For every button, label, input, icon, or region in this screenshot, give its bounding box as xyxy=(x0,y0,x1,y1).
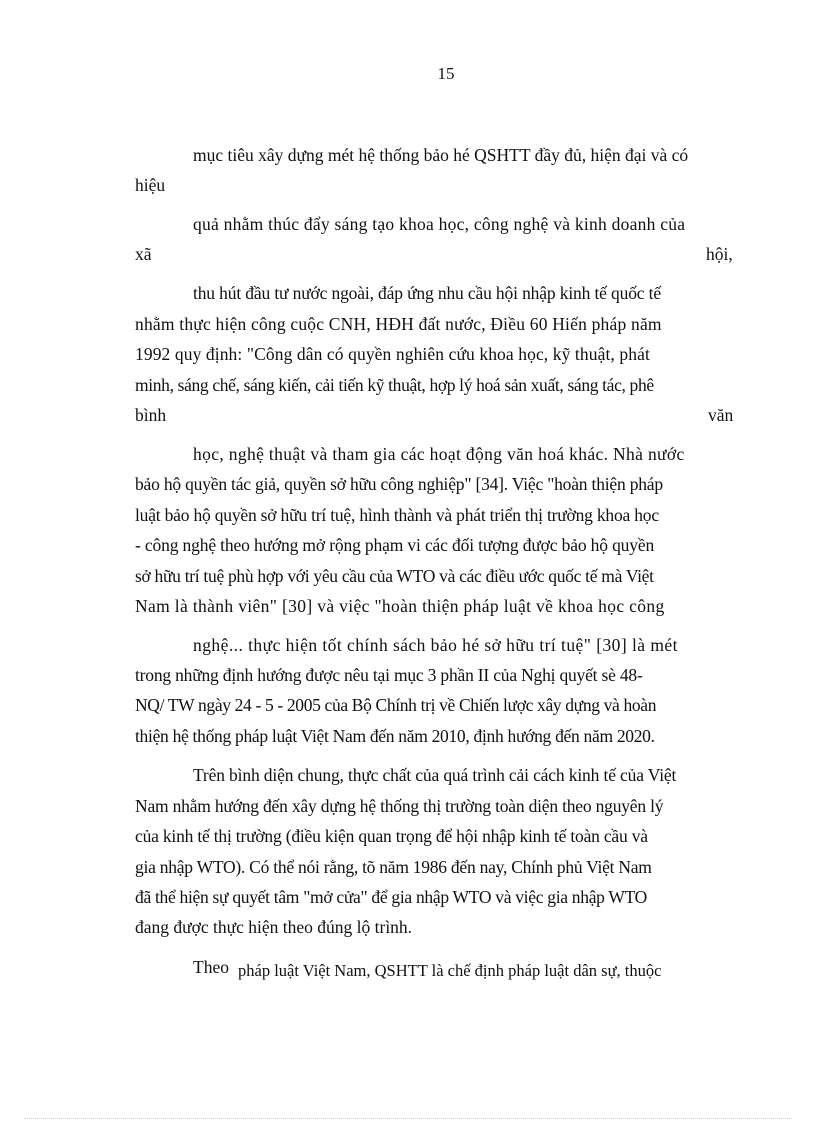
text-line: - công nghệ theo hướng mở rộng phạm vi các đối tượng được bảo hộ quyền xyxy=(135,535,655,555)
text-line: quả nhằm thúc đẩy sáng tạo khoa học, công nghệ và kinh doanh của xyxy=(193,214,686,234)
text-line: NQ/ TW ngày 24 - 5 - 2005 của Bộ Chính trị về Chiến lược xây dựng và hoàn xyxy=(135,695,657,715)
text-line: gia nhập WTO). Có thể nói rằng, tõ năm 1986 đến nay, Chính phủ Việt Nam xyxy=(135,857,652,877)
text-line: thiện hệ thống pháp luật Việt Nam đến năm 2010, định hướng đến năm 2020. xyxy=(135,726,655,746)
text-line: sở hữu trí tuệ phù hợp với yêu cầu của WTO và các điều ước quốc tế mà Việt xyxy=(135,566,654,586)
text-line: hiệu xyxy=(135,175,166,195)
text-line: pháp luật Việt Nam, QSHTT là chế định pháp luật dân sự, thuộc xyxy=(238,961,662,980)
text-line: trong những định hướng được nêu tại mục 3 phần II của Nghị quyết sè 48- xyxy=(135,665,643,685)
text-line: thu hút đầu tư nước ngoài, đáp ứng nhu cầu hội nhập kinh tế quốc tế xyxy=(193,283,661,303)
text-line: học, nghệ thuật và tham gia các hoạt động văn hoá khác. Nhà nước xyxy=(193,444,685,464)
text-line: Theo xyxy=(193,957,229,977)
text-line: nghệ... thực hiện tốt chính sách bảo hé sở hữu trí tuệ" [30] là mét xyxy=(193,635,678,655)
text-line: Trên bình diện chung, thực chất của quá trình cải cách kinh tế của Việt xyxy=(193,765,677,785)
text-line: 1992 quy định: "Công dân có quyền nghiên cứu khoa học, kỹ thuật, phát xyxy=(135,344,650,364)
text-line: bình xyxy=(135,405,167,425)
text-line: xã xyxy=(135,244,152,264)
page-bottom-rule xyxy=(24,1118,792,1119)
text-line: đang được thực hiện theo đúng lộ trình. xyxy=(135,917,413,937)
text-line: hội, xyxy=(706,244,733,264)
text-line: minh, sáng chế, sáng kiến, cải tiến kỹ thuật, hợp lý hoá sản xuất, sáng tác, phê xyxy=(135,375,654,395)
text-line: mục tiêu xây dựng mét hệ thống bảo hé QSHTT đầy đủ, hiện đại và có xyxy=(193,145,689,165)
text-line: nhằm thực hiện công cuộc CNH, HĐH đất nước, Điều 60 Hiến pháp năm xyxy=(135,314,662,334)
text-line: bảo hộ quyền tác giả, quyền sở hữu công nghiệp" [34]. Việc "hoàn thiện pháp xyxy=(135,474,663,494)
text-line: văn xyxy=(708,405,734,425)
text-line: Nam là thành viên" [30] và việc "hoàn thiện pháp luật về khoa học công xyxy=(135,596,665,616)
text-line: Nam nhằm hướng đến xây dựng hệ thống thị trường toàn diện theo nguyên lý xyxy=(135,796,664,816)
text-line: của kinh tế thị trường (điều kiện quan trọng để hội nhập kinh tế toàn cầu và xyxy=(135,826,648,846)
page-number: 15 xyxy=(437,64,455,83)
text-line: đã thể hiện sự quyết tâm "mở cửa" để gia nhập WTO và việc gia nhập WTO xyxy=(135,887,648,907)
text-line: luật bảo hộ quyền sở hữu trí tuệ, hình thành và phát triển thị trường khoa học xyxy=(135,505,659,525)
